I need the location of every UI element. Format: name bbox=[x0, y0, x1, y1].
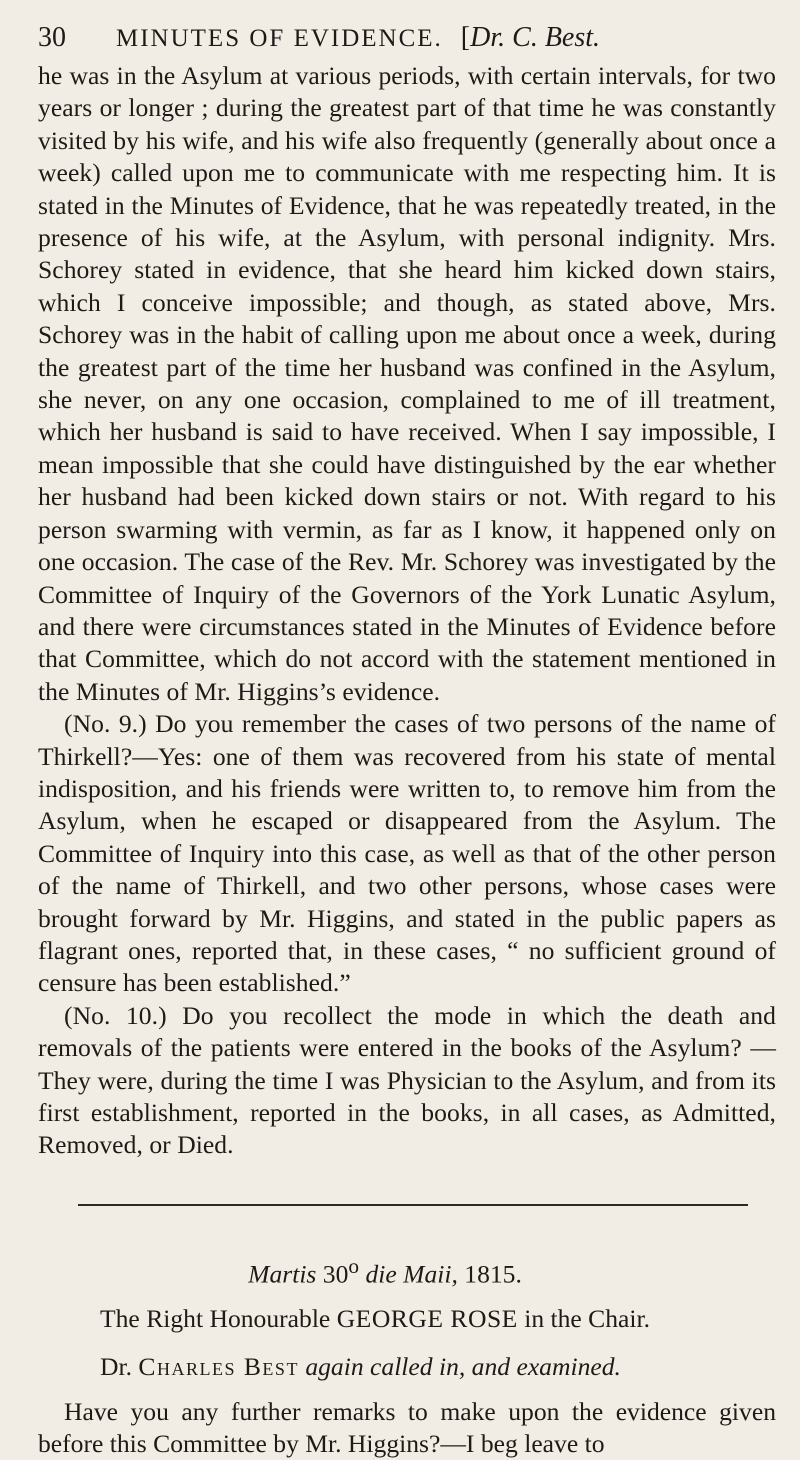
header-witness bbox=[461, 18, 600, 58]
witness-title: Dr. bbox=[100, 1352, 139, 1382]
session-year: 1815. bbox=[457, 1259, 522, 1289]
question-block bbox=[38, 1396, 776, 1460]
chair-line bbox=[38, 1303, 776, 1335]
paragraph-continued: he was in the Asylum at various periods, with certain intervals, for two years or longer ; during the greatest part of that time he was constantly visited by his wife, and his wife also frequently (generally about once a week) called upon me to communicate with me respecting him. It is stated in the Minutes of Evidence, that he was repeatedly treated, in the presence of his wife, at the Asylum, with personal indignity. Mrs. Schorey stated in evidence, that she heard him kicked down stairs, which I conceive impossible; and though, as stated above, Mrs. Schorey was in the habit of calling upon me about once a week, during the greatest part of the time her husband was confined in the Asylum, she never, on any one occasion, complained to me of ill treatment, which her husband is said to have received. When I say impossible, I mean impossible that she could have distinguished by the ear whether her husband had been kicked down stairs or not. With regard to his person swarming with vermin, as far as I know, it happened only on one occasion. The case of the Rev. Mr. Schorey was investigated by the Committee of Inquiry of the Governors of the York Lunatic Asylum, and there were circumstances stated in the Minutes of Evidence before that Committee, which do not accord with the statement mentioned in the Minutes of Mr. Higgins’s evidence. bbox=[38, 61, 776, 706]
witness-status: again called in, and examined. bbox=[298, 1352, 621, 1382]
witness-name: Charles Best bbox=[138, 1352, 299, 1382]
question-10: (No. 10.) Do you recollect the mode in which the death and removals of the patients were entered in the books of the Asylum? —They were, during the time I was Physician to the Asylum, and from its first establishment, reported in the books, in all cases, as Admitted, Removed, or Died. bbox=[38, 1000, 776, 1160]
session-ordinal: o bbox=[348, 1253, 360, 1278]
chair-name: GEORGE ROSE bbox=[336, 1304, 518, 1334]
header-title: MINUTES OF EVIDENCE. bbox=[116, 25, 443, 52]
session-date bbox=[38, 1250, 776, 1291]
session-day-number: 30 bbox=[316, 1259, 349, 1289]
session-month: die Maii, bbox=[359, 1259, 458, 1289]
session-day: Martis bbox=[248, 1259, 317, 1289]
running-head bbox=[38, 18, 776, 58]
question-9: (No. 9.) Do you remember the cases of two persons of the name of Thirkell?—Yes: one of them was recovered from his state of mental indisposition, and his friends were written to, to remove him from the Asylum, when he escaped or disappeared from the Asylum. The Committee of Inquiry into this case, as well as that of the other person of the name of Thirkell, and two other persons, whose cases were brought forward by Mr. Higgins, and stated in the public papers as flagrant ones, reported that, in these cases, “ no sufficient ground of censure has been established.” bbox=[38, 709, 776, 998]
section-divider bbox=[78, 1204, 748, 1206]
header-bracket: [ bbox=[460, 22, 471, 53]
question-further-remarks: Have you any further remarks to make upon the evidence given before this Committee by Mr. Higgins?—I beg leave to bbox=[38, 1397, 776, 1459]
body-text bbox=[38, 60, 776, 1162]
chair-suffix: in the Chair. bbox=[517, 1304, 651, 1334]
witness-line bbox=[38, 1351, 776, 1383]
chair-prefix: The Right Honourable bbox=[100, 1304, 337, 1334]
page-number: 30 bbox=[38, 22, 66, 53]
header-witness-name: Dr. C. Best. bbox=[470, 22, 601, 53]
